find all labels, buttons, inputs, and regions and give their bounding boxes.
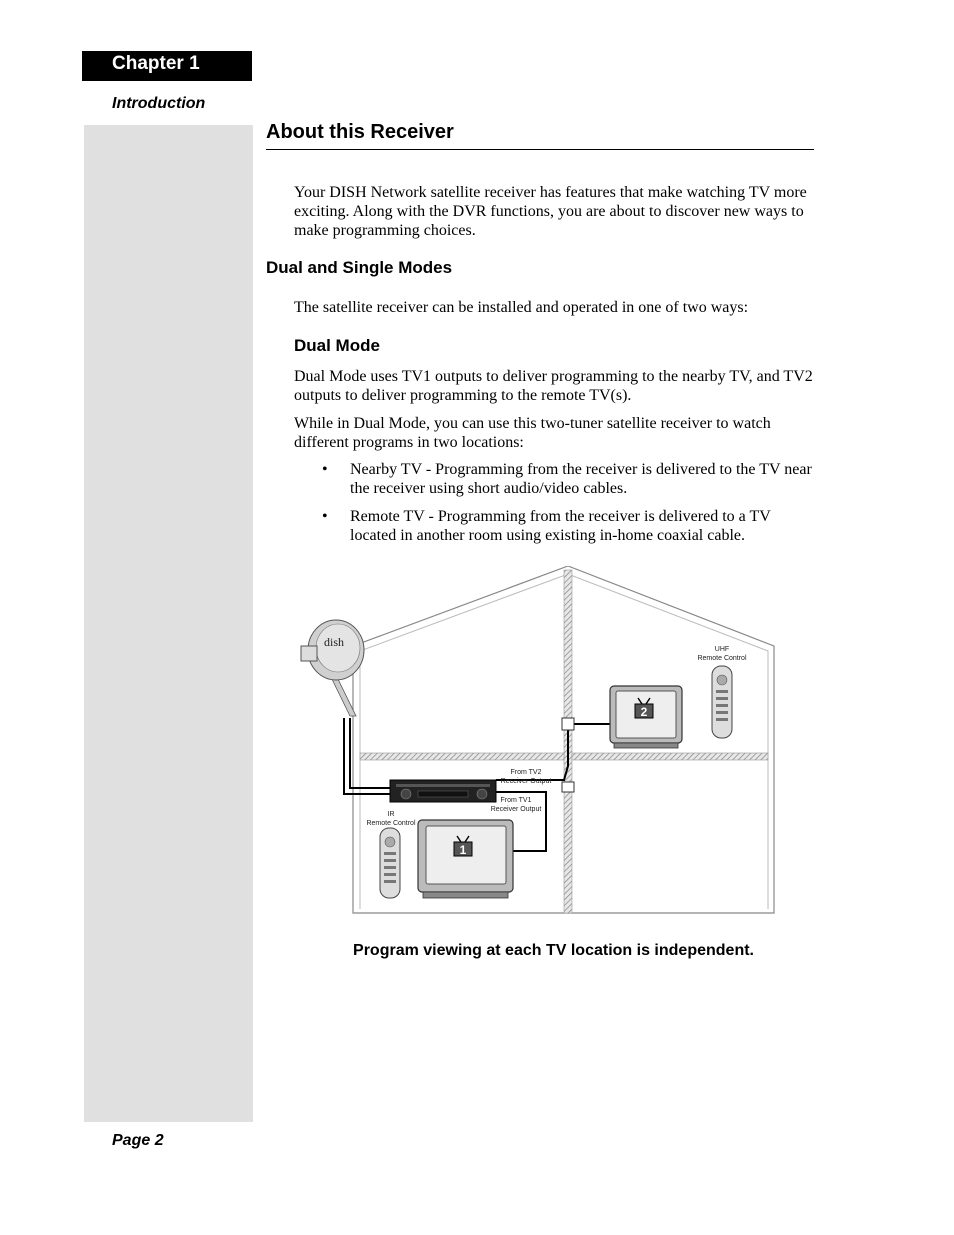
tv2-number: 2 (640, 705, 648, 719)
ir-label-line1: IR (387, 811, 395, 818)
tv2-remote (610, 686, 682, 748)
ir-remote-control (380, 828, 400, 898)
page-number: Page 2 (112, 1132, 164, 1149)
dual-mode-diagram (298, 566, 780, 918)
chapter-tab: Chapter 1 (82, 51, 252, 81)
ir-label-line2: Remote Control (366, 820, 416, 827)
wall-plate-lower (562, 782, 574, 792)
tv1-nearby (418, 820, 513, 898)
title-rule (266, 149, 814, 150)
page-title: About this Receiver (266, 121, 454, 143)
wall-plate-upper (562, 718, 574, 730)
section-label: Introduction (112, 95, 206, 112)
tv1-output-label-line2: Receiver Output (490, 806, 542, 813)
house-outline (353, 566, 774, 913)
uhf-label-line2: Remote Control (697, 655, 747, 662)
right-floor (572, 753, 768, 760)
tv1-output-label-line1: From TV1 (500, 797, 532, 804)
satellite-receiver (390, 780, 496, 802)
dual-mode-heading: Dual Mode (294, 336, 380, 355)
dish-logo: dish (324, 635, 345, 649)
dual-mode-paragraph-2: While in Dual Mode, you can use this two-tuner satellite receiver to watch different programs in two locations: (294, 415, 771, 451)
list-item: • Nearby TV - Programming from the receiver is delivered to the TV near the receiver using short audio/video cables. (322, 461, 812, 497)
dual-mode-bullets (294, 460, 814, 554)
dual-mode-paragraph-1: Dual Mode uses TV1 outputs to deliver programming to the nearby TV, and TV2 outputs to deliver programming to the remote TV(s). (294, 368, 813, 404)
list-item: • Remote TV - Programming from the receiver is delivered to a TV located in another room using existing in-home coaxial cable. (322, 508, 771, 544)
bullet-text: Remote TV - Programming from the receiver is delivered to a TV located in another room using existing in-home coaxial cable. (350, 508, 771, 544)
modes-paragraph: The satellite receiver can be installed and operated in one of two ways: (294, 299, 749, 316)
lnb-head (301, 646, 317, 661)
uhf-remote-control (712, 666, 732, 738)
bullet-text: Nearby TV - Programming from the receiver is delivered to the TV near the receiver using short audio/video cables. (350, 461, 812, 497)
modes-heading: Dual and Single Modes (266, 258, 453, 277)
uhf-label-line1: UHF (714, 646, 730, 653)
intro-paragraph: Your DISH Network satellite receiver has features that make watching TV more exciting. Along with the DVR functions, you are about to discover new ways to make programming choices. (294, 184, 807, 239)
left-floor (360, 753, 564, 760)
gray-sidebar (84, 125, 253, 1122)
figure-caption: Program viewing at each TV location is independent. (353, 942, 754, 959)
tv2-output-label-line2: Receiver Output (500, 778, 552, 785)
tv1-number: 1 (459, 843, 467, 857)
tv2-output-label-line1: From TV2 (510, 769, 542, 776)
